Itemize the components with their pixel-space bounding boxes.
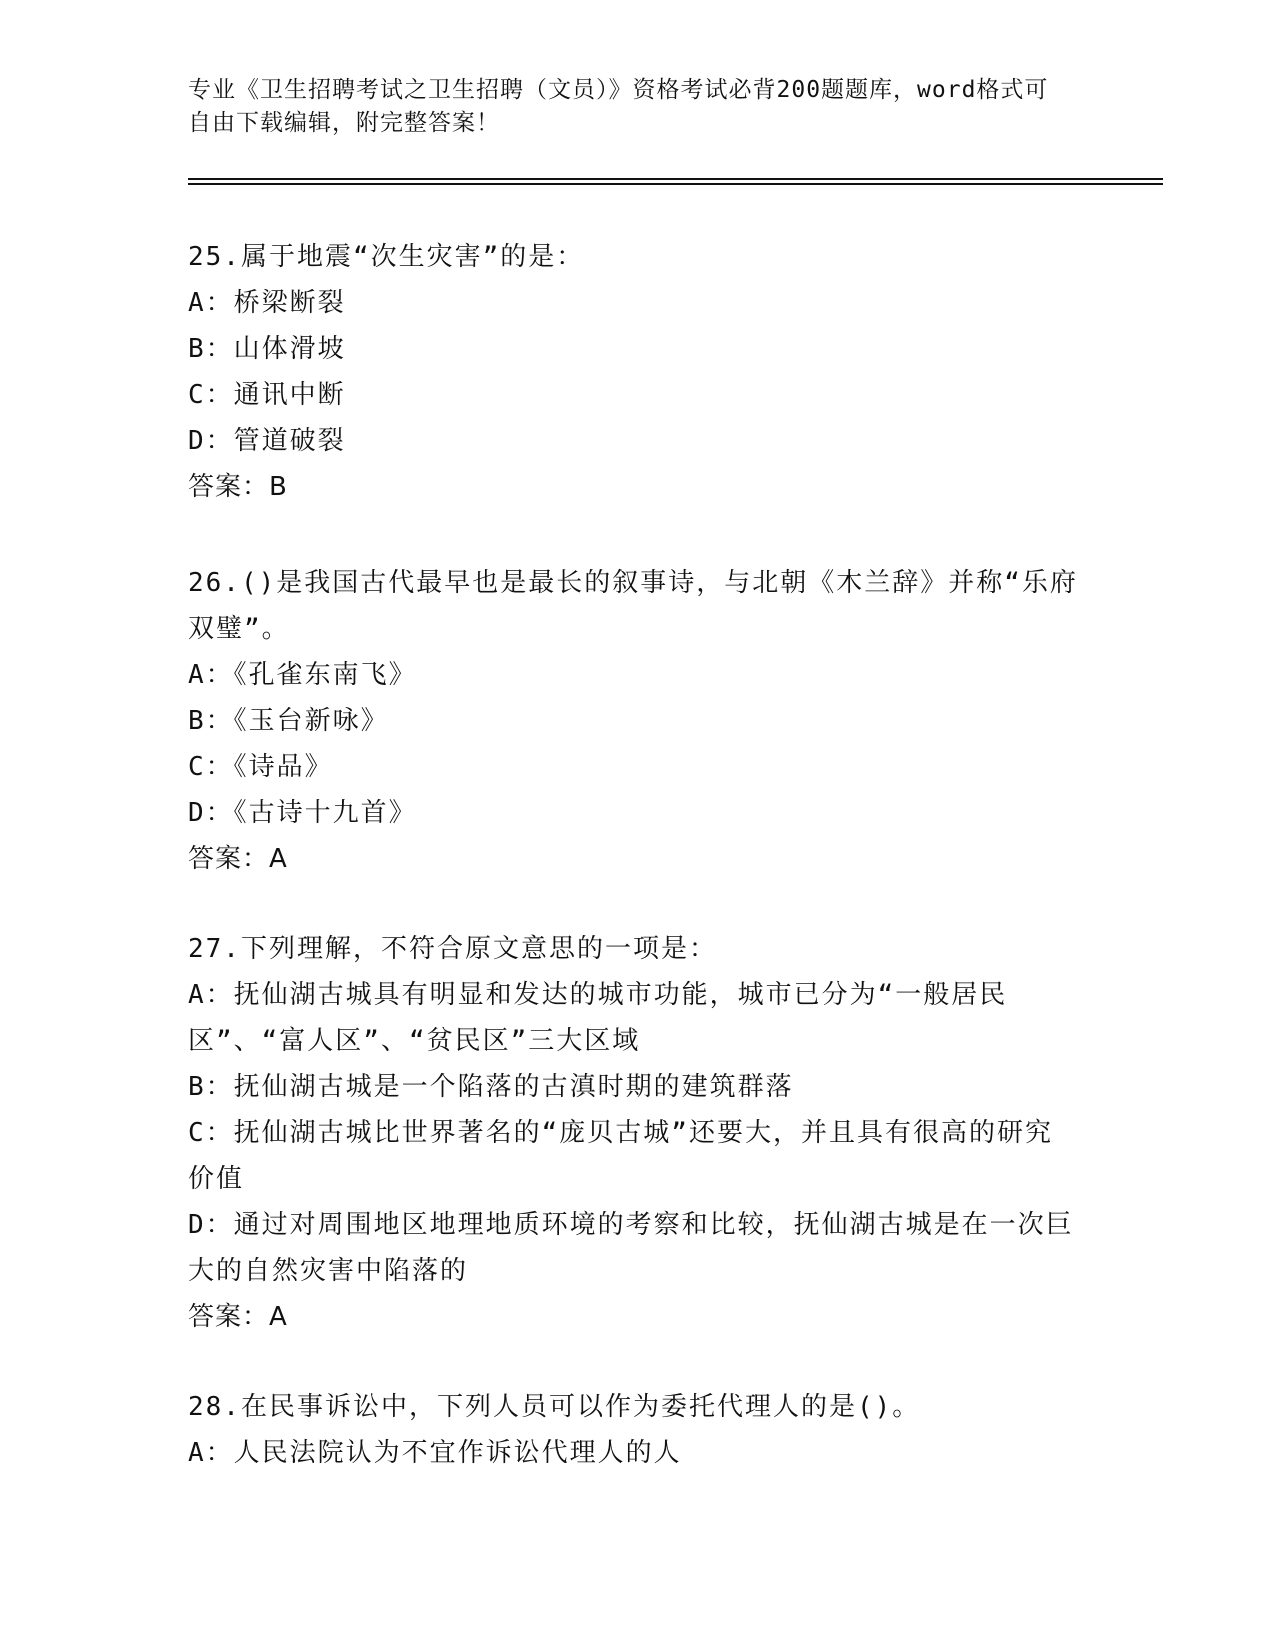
question-26 xyxy=(188,560,1078,882)
header-divider-top xyxy=(188,178,1163,180)
option-c: C：《诗品》 xyxy=(188,752,333,782)
question-28 xyxy=(188,1384,1078,1476)
question-stem: 27.下列理解，不符合原文意思的一项是： xyxy=(188,934,717,964)
option-a: A：《孔雀东南飞》 xyxy=(188,660,417,690)
document-header: 专业《卫生招聘考试之卫生招聘（文员）》资格考试必背200题题库，word格式可自由下载编辑，附完整答案！ xyxy=(188,77,1049,136)
question-stem: 28.在民事诉讼中，下列人员可以作为委托代理人的是()。 xyxy=(188,1392,921,1422)
option-a: A：人民法院认为不宜作诉讼代理人的人 xyxy=(188,1438,682,1468)
option-d: D：通过对周围地区地理地质环境的考察和比较，抚仙湖古城是在一次巨大的自然灾害中陷落的 xyxy=(188,1210,1074,1286)
question-27 xyxy=(188,926,1078,1340)
answer: 答案：A xyxy=(188,1302,288,1332)
question-25 xyxy=(188,234,1078,510)
option-d: D：《古诗十九首》 xyxy=(188,798,417,828)
answer: 答案：A xyxy=(188,844,288,874)
option-a: A：抚仙湖古城具有明显和发达的城市功能，城市已分为“一般居民区”、“富人区”、“贫民区”三大区域 xyxy=(188,980,1008,1056)
option-c: C：通讯中断 xyxy=(188,380,346,410)
option-b: B：抚仙湖古城是一个陷落的古滇时期的建筑群落 xyxy=(188,1072,794,1102)
option-d: D：管道破裂 xyxy=(188,426,346,456)
option-a: A：桥梁断裂 xyxy=(188,288,346,318)
option-c: C：抚仙湖古城比世界著名的“庞贝古城”还要大，并且具有很高的研究价值 xyxy=(188,1118,1053,1194)
question-stem: 25.属于地震“次生灾害”的是： xyxy=(188,242,585,272)
question-stem: 26.()是我国古代最早也是最长的叙事诗，与北朝《木兰辞》并称“乐府双璧”。 xyxy=(188,568,1078,644)
option-b: B：山体滑坡 xyxy=(188,334,346,364)
answer: 答案：B xyxy=(188,472,288,502)
header-divider-bottom xyxy=(188,183,1163,185)
option-b: B：《玉台新咏》 xyxy=(188,706,389,736)
